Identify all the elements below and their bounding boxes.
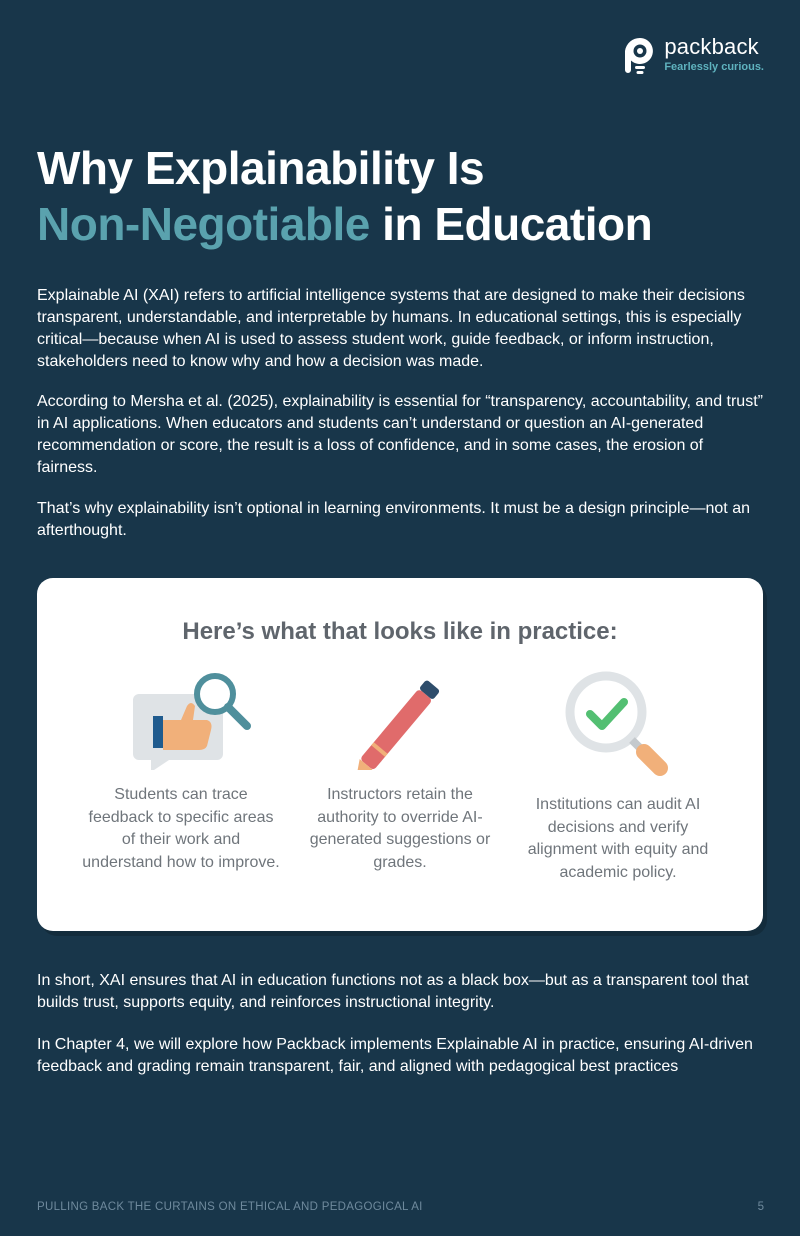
intro-paragraph-1: Explainable AI (XAI) refers to artificial intelligence systems that are designed to make their decisions transparent, understandable, and interpretable by humans. In educational settings, this is especially critical—because when AI is used to assess student work, guide feedback, or inform instruction, stakeholders need to know why and how a decision was made.: [37, 287, 745, 370]
intro-paragraph-2: According to Mersha et al. (2025), explainability is essential for “transparency, accountability, and trust” in AI applications. When educators and students can’t understand or question an AI-generated recommendation or score, the result is a loss of confidence, and in some cases, the erosion of fairness.: [37, 393, 763, 476]
practice-card: [37, 578, 763, 931]
practice-item-institutions: [518, 670, 718, 884]
thumbs-up-magnifier-icon: [111, 670, 251, 770]
page-number: 5: [757, 1201, 764, 1213]
title-accent: Non-Negotiable: [37, 198, 370, 250]
footer-title: PULLING BACK THE CURTAINS ON ETHICAL AND PEDAGOGICAL AI: [37, 1201, 423, 1213]
practice-item-students: [81, 670, 281, 874]
brand-logo: [624, 36, 764, 76]
brand-name: packback: [664, 34, 759, 59]
packback-logo-icon: [624, 36, 656, 76]
intro-paragraph-3: That’s why explainability isn’t optional in learning environments. It must be a design principle—not an afterthought.: [37, 500, 750, 539]
practice-heading: Here’s what that looks like in practice:: [182, 618, 618, 645]
page-title: [37, 140, 767, 252]
checkmark-magnifier-icon: [548, 670, 688, 780]
title-rest: in Education: [369, 198, 653, 250]
practice-item-instructors: [300, 670, 500, 874]
closing-paragraph-2: In Chapter 4, we will explore how Packback implements Explainable AI in practice, ensuring AI-driven feedback and grading remain transparent, fair, and aligned with pedagogical best practices: [37, 1036, 753, 1075]
pencil-icon: [330, 670, 470, 770]
practice-text-instructors: Instructors retain the authority to override AI-generated suggestions or grades.: [309, 786, 491, 871]
closing-paragraph-1: In short, XAI ensures that AI in education functions not as a black box—but as a transparent tool that builds trust, supports equity, and reinforces instructional integrity.: [37, 972, 749, 1011]
brand-tagline: Fearlessly curious.: [664, 61, 764, 73]
practice-text-institutions: Institutions can audit AI decisions and verify alignment with equity and academic policy.: [527, 796, 709, 881]
practice-text-students: Students can trace feedback to specific areas of their work and understand how to improve.: [82, 786, 280, 871]
title-line-1: Why Explainability Is: [37, 142, 485, 194]
